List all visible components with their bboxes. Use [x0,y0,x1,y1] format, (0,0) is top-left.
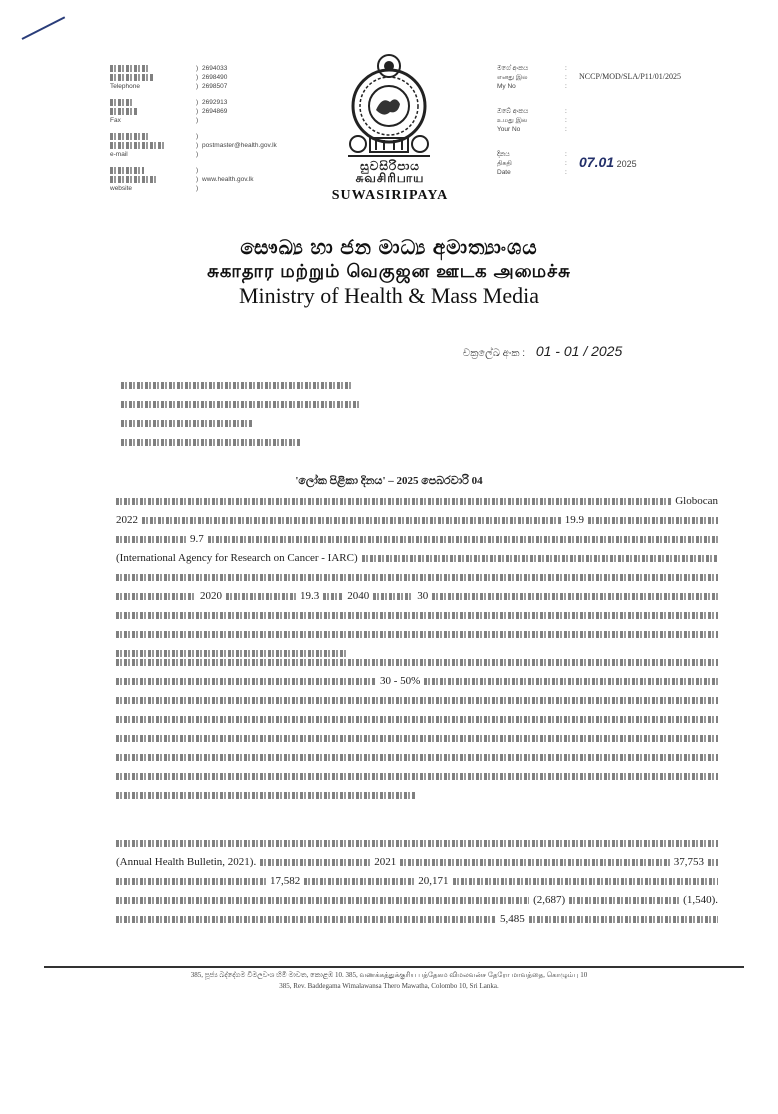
fax-1: 2692913 [202,99,228,106]
text-line [116,625,718,644]
fax-2: 2694869 [202,108,228,115]
your-no-group: ඔබේ අංකය உமது இல Your No : : : [497,108,567,133]
website-label: website [110,185,133,192]
fax-label: Fax [110,117,121,124]
my-no-label: My No [497,83,516,90]
paragraph-1 [116,492,718,663]
text-line [116,568,718,587]
circular-number-label: චක්‍රලේඛ අංක : [463,348,526,359]
circular-number [463,343,622,359]
text-line [116,653,718,672]
emblem-english: SUWASIRIPAYA [331,188,449,203]
footer-address [0,970,778,992]
addressee-line [121,414,361,433]
emblem-caption [300,160,480,204]
text-line [116,710,718,729]
emblem-sinhala: සුවසිරිපාය [360,159,420,173]
reference-block [497,64,681,193]
my-no-group: මගේ අංකය எனது இல My No : : : NCCP/MOD/SLA/P11/01/2025 [497,65,681,90]
circular-number-value: 01 - 01 / 2025 [535,343,623,359]
your-no-label: Your No [497,126,521,133]
text-line [116,767,718,786]
ministry-title [0,236,778,310]
footer-address-english: 385, Rev. Baddegama Wimalawansa Thero Mawatha, Colombo 10, Sri Lanka. [279,982,499,990]
text-line: 30 - 50% [116,672,718,691]
ministry-sinhala: සෞඛ්‍ය හා ජන මාධ්‍ය අමාත්‍යාංශය [240,237,538,259]
addressee-line [121,376,361,395]
subject-line: 'ලෝක පිළිකා දිනය' – 2025 පෙබරවාරි 04 [295,475,483,487]
text-line: 5,485 [116,910,718,929]
contact-email: ) ) postmaster@health.gov.lk e-mail ) [110,133,277,158]
my-no-value: NCCP/MOD/SLA/P11/01/2025 [579,72,681,81]
text-line [116,691,718,710]
telephone-2: 2698490 [202,74,228,81]
date-value [579,154,637,177]
text-line: 2020 19.3 2040 30 [116,587,718,606]
paragraph-3 [116,834,718,929]
addressee-line [121,395,361,414]
date-label: Date [497,169,511,176]
text-line [116,834,718,853]
ministry-english: Ministry of Health & Mass Media [238,283,540,308]
contact-telephone: ) 2694033 ) 2698490 Telephone ) 2698507 [110,65,228,90]
contact-website: ) ) www.health.gov.lk website ) [110,167,254,192]
footer-divider [44,966,744,968]
ministry-tamil: சுகாதார மற்றும் வெகுஜன ஊடக அமைச்சு [207,261,571,281]
text-line: (Annual Health Bulletin, 2021). 2021 37,753 [116,853,718,872]
footer-address-local: 385, පූජ්‍ය බද්දේගම විමලවංශ හිමි මාවත, කොළඹ 10. 385, வணக்கத்துக்குரிய பத்தேகம விமலவன்ச தேரோ மாவத்தை, கொழும்பு 10 [190,971,588,979]
text-line [116,748,718,767]
email-value[interactable]: postmaster@health.gov.lk [202,142,277,149]
handwritten-date: 07.01 [579,154,615,170]
date-year: 2025 [616,159,637,169]
telephone-3: 2698507 [202,83,228,90]
text-line: (International Agency for Research on Cancer - IARC) [116,549,718,568]
contact-block [110,64,277,200]
paragraph-2 [116,653,718,805]
addressee-list [121,376,361,452]
text-line [116,786,718,805]
contact-fax: ) 2692913 ) 2694869 Fax ) [110,99,228,124]
text-line: 9.7 [116,530,718,549]
addressee-line [121,433,361,452]
text-line: (2,687) (1,540). [116,891,718,910]
text-line: 17,582 20,171 [116,872,718,891]
date-group: දිනය திகதி Date : : : 07.01 2025 [497,151,637,176]
email-label: e-mail [110,151,128,158]
telephone-label: Telephone [110,83,140,90]
text-line [116,729,718,748]
sri-lanka-emblem-icon [334,48,444,166]
emblem-tamil: சுவசிரிபாய [355,171,425,185]
website-value[interactable]: www.health.gov.lk [202,176,254,183]
telephone-1: 2694033 [202,65,228,72]
text-line: Globocan [116,492,718,511]
text-line [116,606,718,625]
pen-mark [22,16,66,40]
text-line: 2022 19.9 [116,511,718,530]
